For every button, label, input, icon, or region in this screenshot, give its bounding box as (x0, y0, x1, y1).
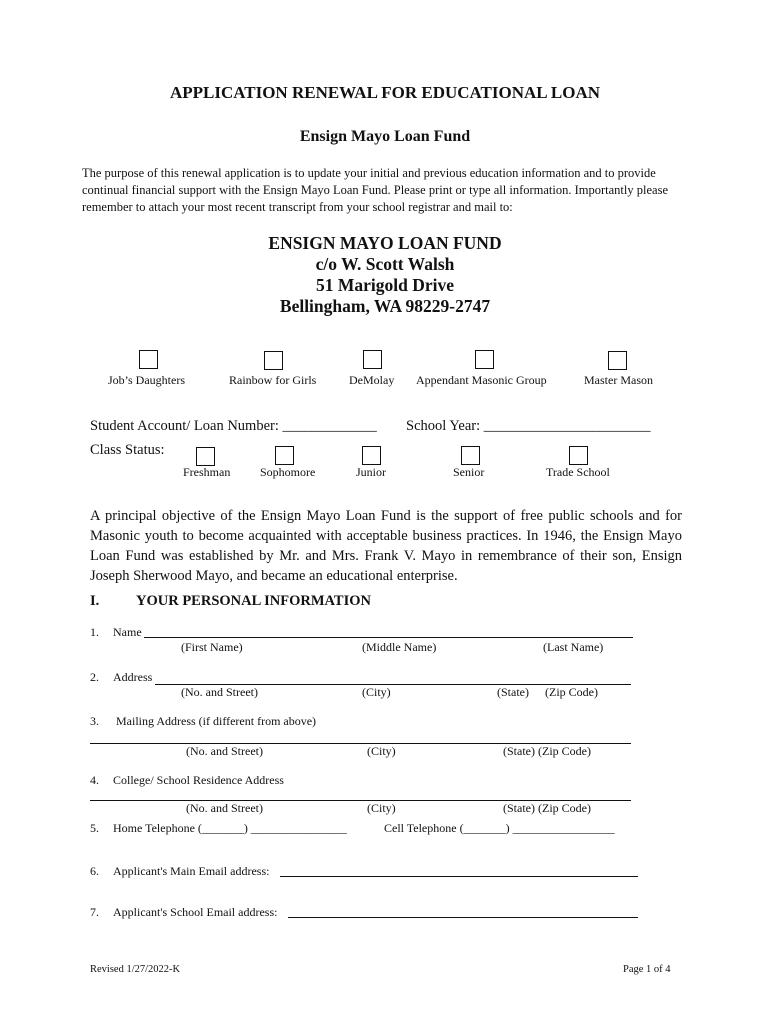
cell-telephone-field[interactable]: Cell Telephone (_______) _________________ (384, 821, 615, 835)
name-input[interactable] (144, 623, 633, 638)
school-year-field[interactable]: School Year: _______________________ (406, 418, 651, 434)
mailing-address-input[interactable] (90, 729, 631, 744)
revision-note: Revised 1/27/2022-K (90, 964, 181, 975)
page-title: APPLICATION RENEWAL FOR EDUCATIONAL LOAN (169, 83, 601, 102)
first-name-caption: (First Name) (181, 640, 243, 654)
mailing-statezip-caption: (State) (Zip Code) (503, 744, 591, 758)
mailing-city-caption: (City) (367, 744, 396, 758)
checkbox-appendant-masonic-group[interactable] (475, 350, 494, 369)
address-street-caption: (No. and Street) (181, 685, 258, 699)
address-line-2: c/o W. Scott Walsh (315, 254, 455, 274)
address-input[interactable] (155, 670, 631, 685)
address-city-caption: (City) (362, 685, 391, 699)
field-number-1: 1. (90, 625, 99, 639)
mailing-address-label: Mailing Address (if different from above) (116, 714, 317, 728)
field-number-3: 3. (90, 714, 99, 728)
checkbox-trade-school[interactable] (569, 446, 588, 465)
label-demolay: DeMolay (349, 373, 395, 387)
last-name-caption: (Last Name) (543, 640, 604, 654)
college-statezip-caption: (State) (Zip Code) (503, 801, 591, 815)
home-telephone-field[interactable]: Home Telephone (_______) ________________ (113, 821, 347, 835)
address-line-3: 51 Marigold Drive (315, 275, 455, 295)
address-zip-caption: (Zip Code) (545, 685, 598, 699)
checkbox-demolay[interactable] (363, 350, 382, 369)
page-subtitle: Ensign Mayo Loan Fund (299, 128, 471, 145)
checkbox-junior[interactable] (362, 446, 381, 465)
checkbox-jobs-daughters[interactable] (139, 350, 158, 369)
label-trade-school: Trade School (546, 465, 610, 479)
middle-name-caption: (Middle Name) (362, 640, 437, 654)
checkbox-rainbow-for-girls[interactable] (264, 351, 283, 370)
main-email-input[interactable] (280, 862, 638, 877)
label-freshman: Freshman (183, 465, 231, 479)
class-status-label: Class Status: (90, 442, 165, 458)
school-email-label: Applicant's School Email address: (113, 905, 278, 919)
address-line-4: Bellingham, WA 98229-2747 (279, 296, 491, 316)
intro-paragraph: The purpose of this renewal application is to update your initial and previous education information and to provide continual financial support with the Ensign Mayo Loan Fund. Please print or type all information. Importantly please remember to attach your most recent transcript from your school registrar and mail to: (82, 166, 668, 214)
name-label: Name (113, 625, 142, 639)
address-state-caption: (State) (497, 685, 529, 699)
section-number: I. (90, 593, 100, 609)
college-address-input[interactable] (90, 786, 631, 801)
checkbox-senior[interactable] (461, 446, 480, 465)
label-jobs-daughters: Job’s Daughters (108, 373, 185, 387)
checkbox-freshman[interactable] (196, 447, 215, 466)
college-street-caption: (No. and Street) (186, 801, 263, 815)
label-rainbow-for-girls: Rainbow for Girls (229, 373, 317, 387)
school-email-input[interactable] (288, 903, 638, 918)
field-number-2: 2. (90, 670, 99, 684)
main-email-label: Applicant's Main Email address: (113, 864, 270, 878)
field-number-4: 4. (90, 773, 99, 787)
checkbox-master-mason[interactable] (608, 351, 627, 370)
label-appendant-masonic-group: Appendant Masonic Group (416, 373, 547, 387)
label-junior: Junior (356, 465, 386, 479)
college-address-label: College/ School Residence Address (113, 773, 284, 787)
address-line-1: ENSIGN MAYO LOAN FUND (268, 233, 502, 253)
address-label: Address (113, 670, 153, 684)
label-senior: Senior (453, 465, 485, 479)
checkbox-sophomore[interactable] (275, 446, 294, 465)
student-account-field[interactable]: Student Account/ Loan Number: _____________ (90, 418, 377, 434)
objective-paragraph: A principal objective of the Ensign Mayo Loan Fund is the support of free public schools and for Masonic youth to become acquainted with acceptable business practices. In 1946, the Ensign Mayo Loan Fund was established by Mr. and Mrs. Frank V. Mayo in remembrance of their son, Ensign Joseph Sherwood Mayo, and became an educational enterprise. (90, 508, 682, 584)
section-title: YOUR PERSONAL INFORMATION (136, 593, 371, 609)
mailing-address-block (0, 233, 770, 317)
mailing-street-caption: (No. and Street) (186, 744, 263, 758)
field-number-6: 6. (90, 864, 99, 878)
label-sophomore: Sophomore (260, 465, 316, 479)
page-number: Page 1 of 4 (623, 964, 671, 975)
college-city-caption: (City) (367, 801, 396, 815)
field-number-5: 5. (90, 821, 99, 835)
label-master-mason: Master Mason (584, 373, 653, 387)
field-number-7: 7. (90, 905, 99, 919)
